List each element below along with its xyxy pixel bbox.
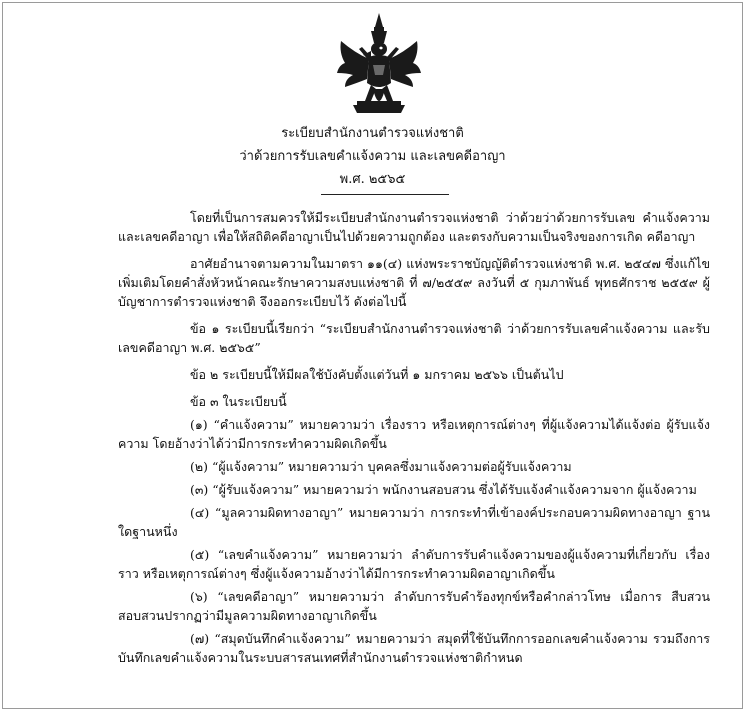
garuda-emblem-icon xyxy=(335,13,423,118)
definition-1: (๑) “คำแจ้งความ” หมายความว่า เรื่องราว หรือเหตุการณ์ต่างๆ ที่ผู้แจ้งความได้แจ้งต่อ ผู้รับแจ้งความ โดยอ้างว่าได้ว่ามีการกระทำความผิดเกิดขึ้น xyxy=(118,417,710,451)
definition-3: (๓) “ผู้รับแจ้งความ” หมายความว่า พนักงานสอบสวน ซึ่งได้รับแจ้งคำแจ้งความจาก ผู้แจ้งความ xyxy=(190,482,697,497)
definition-4: (๔) “มูลความผิดทางอาญา” หมายความว่า การกระทำที่เข้าองค์ประกอบความผิดทางอาญา ฐานใดฐานหนึ่ง xyxy=(118,505,710,539)
definition-2: (๒) “ผู้แจ้งความ” หมายความว่า บุคคลซึ่งมาแจ้งความต่อผู้รับแจ้งความ xyxy=(190,459,572,474)
document-page xyxy=(2,2,743,709)
definition-6: (๖) “เลขคดีอาญา” หมายความว่า ลำดับการรับคำร้องทุกข์หรือคำกล่าวโทษ เมื่อการ สืบสวนสอบสวนปรากฏว่ามีมูลความผิดทางอาญาเกิดขึ้น xyxy=(118,589,710,623)
year-line: พ.ศ. ๒๕๖๕ xyxy=(339,172,406,187)
authority-paragraph: อาศัยอำนาจตามความในมาตรา ๑๑(๔) แห่งพระราชบัญญัติตำรวจแห่งชาติ พ.ศ. ๒๕๔๗ ซึ่งแก้ไขเพิ่มเติมโดยคำสั่งหัวหน้าคณะรักษาความสงบแห่งชาติ ที่ ๗/๒๕๕๙ ลงวันที่ ๕ กุมภาพันธ์ พุทธศักราช ๒๕๕๙ ผู้บัญชาการตำรวจแห่งชาติ จึงออกระเบียบไว้ ดังต่อไปนี้ xyxy=(118,256,710,309)
subtitle-line: ว่าด้วยการรับเลขคำแจ้งความ และเลขคดีอาญา xyxy=(239,149,506,164)
title-line: ระเบียบสำนักงานตำรวจแห่งชาติ xyxy=(281,126,464,141)
definition-5: (๕) “เลขคำแจ้งความ” หมายความว่า ลำดับการรับคำแจ้งความของผู้แจ้งความที่เกี่ยวกับ เรื่องราว หรือเหตุการณ์ต่างๆ ซึ่งผู้แจ้งความอ้างว่าได้มีการกระทำความผิดอาญาเกิดขึ้น xyxy=(118,547,710,581)
document-body xyxy=(118,208,710,671)
clause-2: ข้อ ๒ ระเบียบนี้ให้มีผลใช้บังคับตั้งแต่วันที่ ๑ มกราคม ๒๕๖๖ เป็นต้นไป xyxy=(190,367,564,382)
title-divider xyxy=(321,194,449,195)
definition-7: (๗) “สมุดบันทึกคำแจ้งความ” หมายความว่า สมุดที่ใช้บันทึกการออกเลขคำแจ้งความ รวมถึงการบันทึกเลขคำแจ้งความในระบบสารสนเทศที่สำนักงานตำรวจแห่งชาติกำหนด xyxy=(118,631,710,665)
preamble-paragraph: โดยที่เป็นการสมควรให้มีระเบียบสำนักงานตำรวจแห่งชาติ ว่าด้วยว่าด้วยการรับเลข คำแจ้งความ และเลขคดีอาญา เพื่อให้สถิติคดีอาญาเป็นไปด้วยความถูกต้อง และตรงกับความเป็นจริงของการเกิด คดีอาญา xyxy=(118,210,710,244)
clause-1: ข้อ ๑ ระเบียบนี้เรียกว่า “ระเบียบสำนักงานตำรวจแห่งชาติ ว่าด้วยการรับเลขคำแจ้งความ และรับเลขคดีอาญา พ.ศ. ๒๕๖๕” xyxy=(118,321,710,355)
clause-3: ข้อ ๓ ในระเบียบนี้ xyxy=(190,394,287,409)
